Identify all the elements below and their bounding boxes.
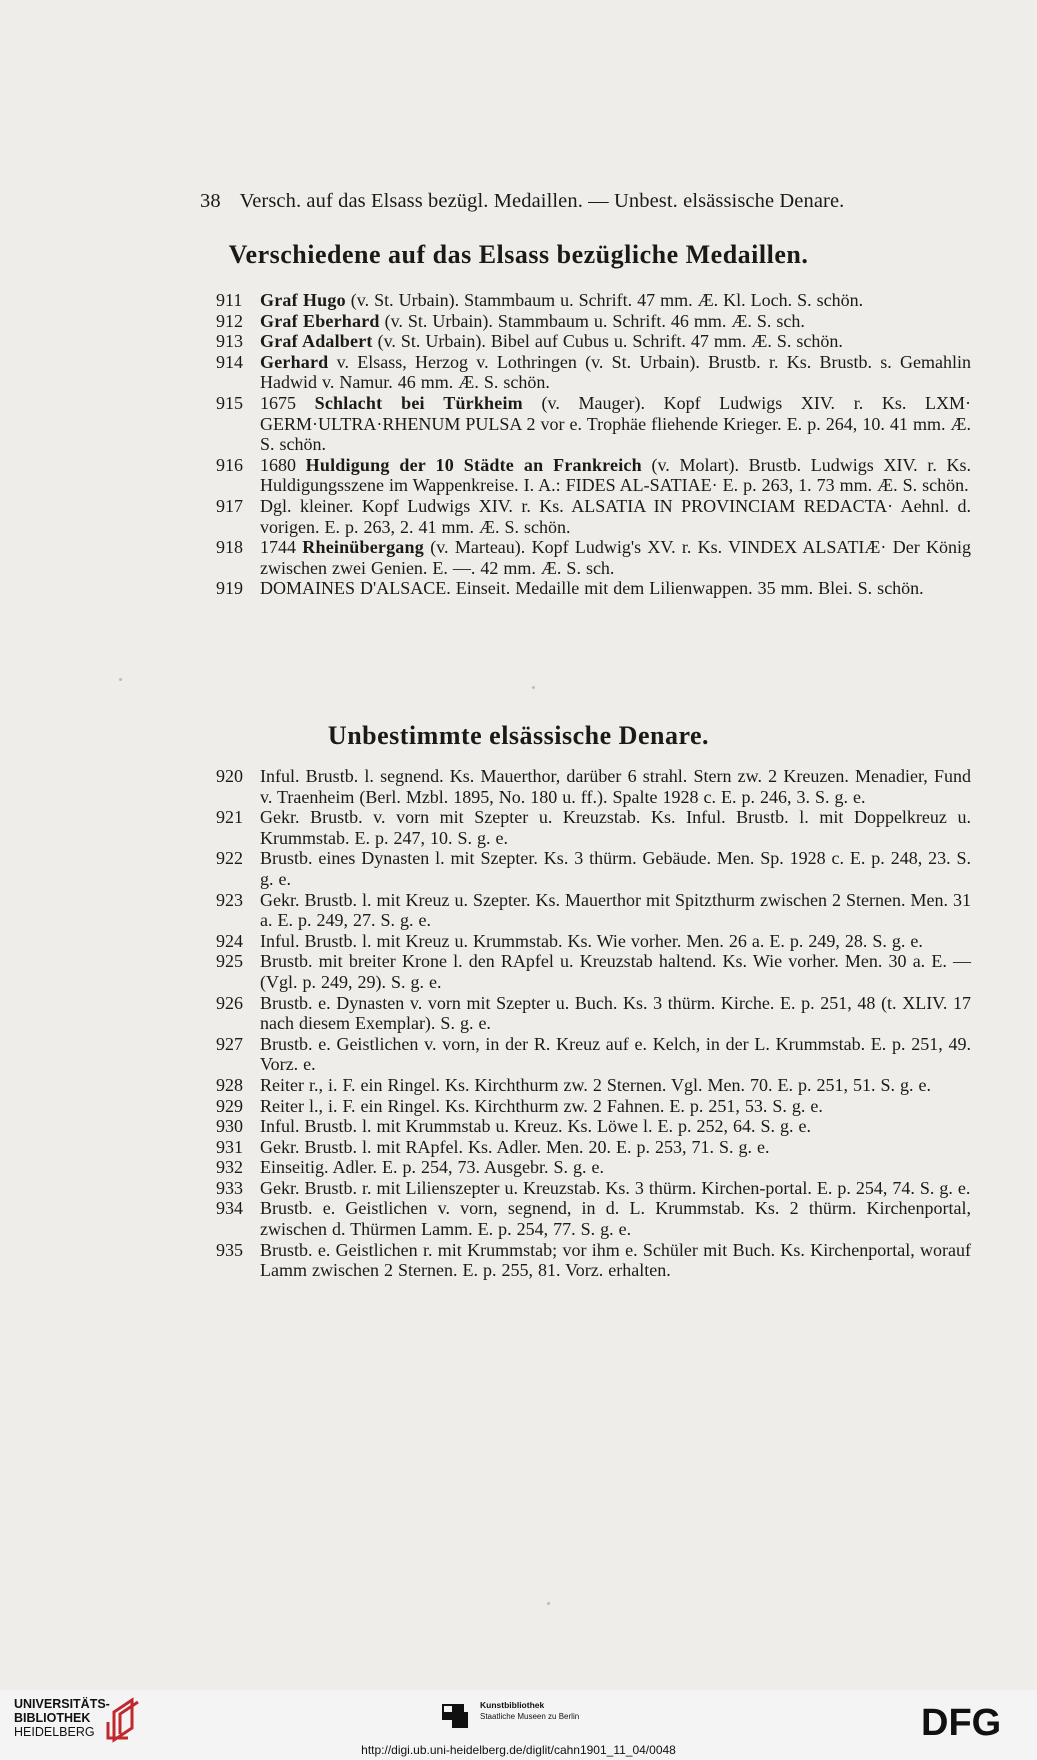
page-header	[200, 190, 960, 213]
entry-number: 916	[216, 454, 243, 475]
entry-heading: Graf Eberhard	[260, 310, 380, 331]
entry-text: Einseitig. Adler. E. p. 254, 73. Ausgebr. S. g. e.	[260, 1157, 604, 1178]
entry-text: v. Elsass, Herzog v. Lothringen (v. St. Urbain). Brustb. r. Ks. Brustb. s. Gemahlin Hadwid v. Namur. 46 mm. Æ. S. schön.	[260, 351, 971, 393]
entry-number: 924	[216, 930, 243, 951]
list-item	[216, 993, 971, 1034]
kunstbibliothek-logo-icon	[442, 1700, 474, 1730]
entry-heading: Graf Hugo	[260, 290, 346, 310]
list-item	[216, 393, 971, 455]
entry-text: Gekr. Brustb. r. mit Lilienszepter u. Kreuzstab. Ks. 3 thürm. Kirchen-portal. E. p. 254, 74. S. g. e.	[260, 1177, 971, 1198]
entry-number: 928	[216, 1074, 243, 1095]
kb-line1: Kunstbibliothek	[480, 1700, 545, 1710]
entry-year: 1675	[260, 392, 315, 413]
entry-number: 912	[216, 310, 243, 331]
paper-speck	[547, 1602, 550, 1605]
entry-number: 917	[216, 495, 243, 516]
entry-heading: Graf Adalbert	[260, 331, 373, 352]
entry-text: Inful. Brustb. l. mit Krummstab u. Kreuz. Ks. Löwe l. E. p. 252, 64. S. g. e.	[260, 1116, 811, 1137]
entry-text: Reiter l., i. F. ein Ringel. Ks. Kirchthurm zw. 2 Fahnen. E. p. 251, 53. S. g. e.	[260, 1095, 823, 1116]
entry-text: (v. Mauger). Kopf Ludwigs XIV. r. Ks. LXM· GERM·ULTRA·RHENUM PULSA 2 vor e. Trophäe fliehende Krieger. E. p. 264, 10. 41 mm. Æ. S. schön.	[260, 392, 972, 455]
entry-heading: Rheinübergang	[302, 537, 424, 558]
entry-text: (v. Molart). Brustb. Ludwigs XIV. r. Ks. Huldigungsszene im Wappenkreise. I. A.: FIDES AL-SATIAE· E. p. 263, 1. 73 mm. Æ. S. schön.	[260, 454, 971, 496]
entry-text: Reiter r., i. F. ein Ringel. Ks. Kirchthurm zw. 2 Sternen. Vgl. Men. 70. E. p. 251, 51. S. g. e.	[260, 1074, 931, 1095]
entry-text: (v. St. Urbain). Stammbaum u. Schrift. 47 mm. Æ. Kl. Loch. S. schön.	[345, 290, 864, 310]
ub-logo-line2: BIBLIOTHEK	[14, 1711, 91, 1725]
entry-text: Brustb. e. Geistlichen v. vorn, in der R. Kreuz auf e. Kelch, in der L. Krummstab. E. p. 251, 49. Vorz. e.	[260, 1033, 971, 1075]
entry-number: 918	[216, 537, 243, 558]
section-title-medaillen: Verschiedene auf das Elsass bezügliche Medaillen.	[228, 240, 809, 269]
list-item	[216, 848, 971, 889]
entry-number: 929	[216, 1095, 243, 1116]
list-item	[216, 352, 971, 393]
entry-text: Gekr. Brustb. l. mit Kreuz u. Szepter. Ks. Mauerthor mit Spitzthurm zwischen 2 Sternen. Men. 31 a. E. p. 249, 27. S. g. e.	[260, 889, 971, 931]
entry-number: 935	[216, 1239, 243, 1260]
list-item	[216, 1116, 971, 1137]
entry-number: 915	[216, 392, 243, 413]
entry-number: 919	[216, 578, 243, 599]
dfg-logo-icon[interactable]	[921, 1703, 1021, 1741]
entry-text: (v. Marteau). Kopf Ludwig's XV. r. Ks. VINDEX ALSATIÆ· Der König zwischen zwei Genien. E. —. 42 mm. Æ. S. sch.	[260, 537, 971, 578]
section-title-denare: Unbestimmte elsässische Denare.	[327, 721, 710, 750]
entry-text: Brustb. e. Geistlichen r. mit Krummstab; vor ihm e. Schüler mit Buch. Ks. Kirchenportal, worauf Lamm zwischen 2 Sternen. E. p. 255, 81. Vorz. erhalten.	[260, 1239, 971, 1281]
entry-text: Brustb. e. Dynasten v. vorn mit Szepter u. Buch. Ks. 3 thürm. Kirche. E. p. 251, 48 (t. XLIV. 17 nach diesem Exemplar). S. g. e.	[260, 992, 971, 1034]
list-item	[216, 1137, 971, 1158]
dfg-logo-text: DFG	[921, 1703, 1002, 1741]
entry-number: 926	[216, 992, 243, 1013]
list-item	[216, 807, 971, 848]
list-item	[216, 1075, 971, 1096]
paper-speck	[119, 678, 122, 681]
list-item	[216, 311, 971, 332]
list-item	[216, 1157, 971, 1178]
source-url[interactable]: http://digi.ub.uni-heidelberg.de/diglit/cahn1901_11_04/0048	[361, 1743, 676, 1757]
list-item	[216, 1096, 971, 1117]
entry-number: 933	[216, 1177, 243, 1198]
entry-number: 931	[216, 1136, 243, 1157]
list-item	[216, 578, 971, 599]
entry-heading: Gerhard	[260, 351, 329, 372]
entry-number: 932	[216, 1157, 243, 1178]
paper-speck	[532, 686, 535, 689]
entry-text: Brustb. e. Geistlichen v. vorn, segnend, in d. L. Krummstab. Ks. 2 thürm. Kirchenportal, zwischen d. Thürmen Lamm. E. p. 254, 77. S. g. e.	[260, 1198, 971, 1240]
entry-number: 923	[216, 889, 243, 910]
list-item	[216, 1240, 971, 1281]
entry-text: Brustb. eines Dynasten l. mit Szepter. Ks. 3 thürm. Gebäude. Men. Sp. 1928 c. E. p. 248, 23. S. g. e.	[260, 848, 971, 889]
list-item	[216, 331, 971, 352]
entry-text: Inful. Brustb. l. mit Kreuz u. Krummstab. Ks. Wie vorher. Men. 26 a. E. p. 249, 28. S. g. e.	[260, 930, 923, 951]
list-item	[216, 496, 971, 537]
entry-text: Dgl. kleiner. Kopf Ludwigs XIV. r. Ks. ALSATIA IN PROVINCIAM REDACTA· Aehnl. d. vorigen. E. p. 263, 2. 41 mm. Æ. S. schön.	[260, 495, 971, 537]
page-number: 38	[200, 190, 221, 212]
entry-number: 911	[216, 290, 243, 310]
ub-logo-line3: HEIDELBERG	[14, 1725, 95, 1739]
entry-number: 922	[216, 848, 243, 869]
list-item	[216, 455, 971, 496]
entry-number: 921	[216, 807, 243, 828]
kb-line2: Staatliche Museen zu Berlin	[480, 1712, 580, 1721]
entry-number: 934	[216, 1198, 243, 1219]
ub-heidelberg-logo[interactable]	[14, 1697, 110, 1739]
list-item	[216, 931, 971, 952]
list-item	[216, 766, 971, 807]
entry-list-denare	[216, 766, 971, 1281]
entry-list-medaillen	[216, 290, 971, 599]
list-item	[216, 1198, 971, 1239]
entry-text: Gekr. Brustb. l. mit RApfel. Ks. Adler. Men. 20. E. p. 253, 71. S. g. e.	[260, 1136, 770, 1157]
entry-heading: Schlacht bei Türkheim	[314, 392, 523, 413]
list-item	[216, 890, 971, 931]
entry-text: Inful. Brustb. l. segnend. Ks. Mauerthor, darüber 6 strahl. Stern zw. 2 Kreuzen. Menadier, Fund v. Traenheim (Berl. Mzbl. 1895, No. 180 u. ff.). Spalte 1928 c. E. p. 246, 3. S. g. e.	[260, 766, 971, 807]
kunstbibliothek-text[interactable]	[480, 1700, 579, 1722]
list-item	[216, 290, 971, 311]
list-item	[216, 1178, 971, 1199]
ub-emblem-icon	[106, 1694, 144, 1744]
running-title: Versch. auf das Elsass bezügl. Medaillen. — Unbest. elsässische Denare.	[239, 190, 845, 212]
entry-text: (v. St. Urbain). Stammbaum u. Schrift. 46 mm. Æ. S. sch.	[379, 310, 805, 331]
entry-number: 925	[216, 951, 243, 972]
entry-number: 930	[216, 1116, 243, 1137]
list-item	[216, 951, 971, 992]
entry-text: Brustb. mit breiter Krone l. den RApfel u. Kreuzstab haltend. Ks. Wie vorher. Men. 30 a. E. — (Vgl. p. 249, 29). S. g. e.	[260, 951, 971, 992]
entry-number: 927	[216, 1033, 243, 1054]
entry-number: 914	[216, 351, 243, 372]
entry-number: 913	[216, 331, 243, 352]
entry-heading: Huldigung der 10 Städte an Frankreich	[305, 454, 642, 475]
ub-logo-line1: UNIVERSITÄTS-	[14, 1697, 110, 1711]
list-item	[216, 537, 971, 578]
entry-text: DOMAINES D'ALSACE. Einseit. Medaille mit dem Lilienwappen. 35 mm. Blei. S. schön.	[260, 578, 924, 599]
entry-number: 920	[216, 766, 243, 786]
entry-year: 1744	[260, 537, 303, 558]
list-item	[216, 1034, 971, 1075]
entry-year: 1680	[260, 454, 306, 475]
entry-text: (v. St. Urbain). Bibel auf Cubus u. Schrift. 47 mm. Æ. S. schön.	[372, 331, 843, 352]
entry-text: Gekr. Brustb. v. vorn mit Szepter u. Kreuzstab. Ks. Inful. Brustb. l. mit Doppelkreuz u. Krummstab. E. p. 247, 10. S. g. e.	[260, 807, 971, 848]
